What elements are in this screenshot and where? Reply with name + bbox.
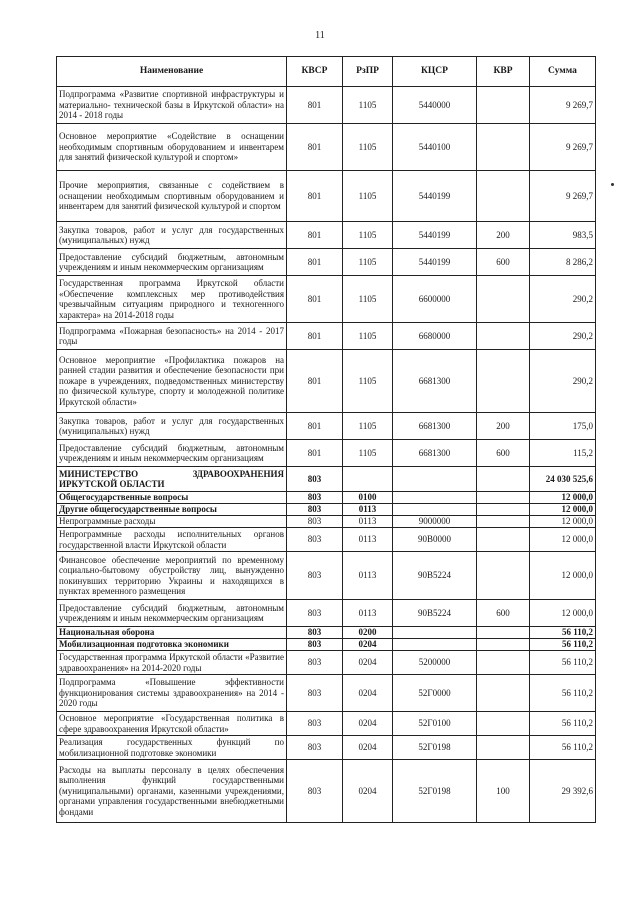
cell-kvr — [477, 528, 530, 552]
cell-rzpr: 0113 — [343, 528, 393, 552]
cell-kvsr: 801 — [287, 276, 343, 323]
cell-kcsr: 90В5224 — [393, 600, 477, 627]
cell-name: Предоставление субсидий бюджетным, автономным учреждениям и иным некоммерческим организациям — [57, 600, 287, 627]
cell-kvr: 200 — [477, 413, 530, 440]
cell-kcsr: 90В0000 — [393, 528, 477, 552]
cell-kcsr: 5440000 — [393, 87, 477, 124]
cell-kcsr: 52Г0198 — [393, 736, 477, 760]
cell-kvsr: 801 — [287, 87, 343, 124]
cell-kcsr — [393, 627, 477, 639]
cell-name: Реализация государственных функций по мобилизационной подготовке экономики — [57, 736, 287, 760]
cell-kvr — [477, 323, 530, 350]
cell-rzpr: 0204 — [343, 651, 393, 675]
cell-rzpr: 0100 — [343, 492, 393, 504]
cell-rzpr: 1105 — [343, 222, 393, 249]
cell-name: Предоставление субсидий бюджетным, автономным учреждениям и иным некоммерческим организациям — [57, 440, 287, 467]
cell-sum: 175,0 — [530, 413, 596, 440]
cell-kvsr: 801 — [287, 171, 343, 222]
cell-kvr — [477, 87, 530, 124]
cell-kcsr: 90В5224 — [393, 552, 477, 600]
cell-kvr — [477, 350, 530, 413]
cell-kvsr: 803 — [287, 528, 343, 552]
scan-artifact-dot — [611, 183, 614, 186]
table-row — [57, 736, 596, 760]
cell-sum: 56 110,2 — [530, 736, 596, 760]
table-row — [57, 651, 596, 675]
table-row — [57, 639, 596, 651]
cell-kvr — [477, 639, 530, 651]
cell-kcsr: 6681300 — [393, 440, 477, 467]
cell-name: Основное мероприятие «Содействие в оснащении необходимым спортивным оборудованием и инвентарем для занятий физической культурой и спортом» — [57, 124, 287, 171]
cell-kvr — [477, 276, 530, 323]
cell-name: Закупка товаров, работ и услуг для государственных (муниципальных) нужд — [57, 413, 287, 440]
table-row — [57, 171, 596, 222]
cell-name: Общегосударственные вопросы — [57, 492, 287, 504]
table-body — [57, 87, 596, 823]
cell-sum: 12 000,0 — [530, 600, 596, 627]
cell-sum: 12 000,0 — [530, 552, 596, 600]
cell-rzpr: 0204 — [343, 760, 393, 823]
table-row — [57, 350, 596, 413]
cell-kcsr: 6680000 — [393, 323, 477, 350]
table-row — [57, 249, 596, 276]
cell-kcsr: 5440100 — [393, 124, 477, 171]
cell-rzpr: 0204 — [343, 639, 393, 651]
table-row — [57, 712, 596, 736]
cell-name: Подпрограмма «Пожарная безопасность» на 2014 - 2017 годы — [57, 323, 287, 350]
cell-kvr — [477, 467, 530, 492]
header-kvsr: КВСР — [287, 57, 343, 87]
cell-kvr: 600 — [477, 249, 530, 276]
cell-kcsr: 5200000 — [393, 651, 477, 675]
cell-kcsr: 9000000 — [393, 516, 477, 528]
cell-kvr — [477, 627, 530, 639]
cell-name: Финансовое обеспечение мероприятий по временному социально-бытовому обустройству лиц, вынужденно покинувших территорию Украины и находящихся в пунктах временного размещения — [57, 552, 287, 600]
cell-name: Предоставление субсидий бюджетным, автономным учреждениям и иным некоммерческим организациям — [57, 249, 287, 276]
cell-sum: 9 269,7 — [530, 124, 596, 171]
cell-kvsr: 801 — [287, 222, 343, 249]
header-rzpr: РзПР — [343, 57, 393, 87]
cell-name: МИНИСТЕРСТВО ЗДРАВООХРАНЕНИЯ ИРКУТСКОЙ ОБЛАСТИ — [57, 467, 287, 492]
cell-sum: 12 000,0 — [530, 528, 596, 552]
cell-kvr — [477, 651, 530, 675]
cell-kvsr: 803 — [287, 639, 343, 651]
header-kvr: КВР — [477, 57, 530, 87]
cell-kcsr: 6600000 — [393, 276, 477, 323]
page-number: 11 — [315, 30, 325, 41]
table-header-row — [57, 57, 596, 87]
cell-sum: 12 000,0 — [530, 504, 596, 516]
cell-kvsr: 803 — [287, 552, 343, 600]
cell-kcsr — [393, 639, 477, 651]
cell-rzpr: 1105 — [343, 440, 393, 467]
cell-sum: 12 000,0 — [530, 492, 596, 504]
cell-sum: 56 110,2 — [530, 651, 596, 675]
cell-rzpr: 1105 — [343, 323, 393, 350]
cell-rzpr: 0204 — [343, 736, 393, 760]
table-row — [57, 87, 596, 124]
cell-sum: 9 269,7 — [530, 171, 596, 222]
cell-kcsr: 52Г0198 — [393, 760, 477, 823]
cell-sum: 56 110,2 — [530, 627, 596, 639]
header-sum: Сумма — [530, 57, 596, 87]
cell-kcsr: 5440199 — [393, 249, 477, 276]
cell-rzpr: 1105 — [343, 171, 393, 222]
cell-rzpr: 1105 — [343, 350, 393, 413]
cell-kcsr: 6681300 — [393, 350, 477, 413]
cell-name: Непрограммные расходы — [57, 516, 287, 528]
cell-kvr: 600 — [477, 600, 530, 627]
cell-sum: 290,2 — [530, 276, 596, 323]
table-row — [57, 222, 596, 249]
cell-kcsr: 52Г0100 — [393, 712, 477, 736]
cell-rzpr: 1105 — [343, 413, 393, 440]
cell-kvsr: 801 — [287, 440, 343, 467]
cell-name: Мобилизационная подготовка экономики — [57, 639, 287, 651]
cell-kvsr: 801 — [287, 350, 343, 413]
cell-sum: 56 110,2 — [530, 712, 596, 736]
cell-kvr — [477, 736, 530, 760]
cell-rzpr — [343, 467, 393, 492]
cell-kvsr: 803 — [287, 492, 343, 504]
cell-kvr — [477, 552, 530, 600]
cell-kvsr: 801 — [287, 124, 343, 171]
cell-kvr: 200 — [477, 222, 530, 249]
table-row — [57, 600, 596, 627]
cell-kvr — [477, 504, 530, 516]
cell-sum: 983,5 — [530, 222, 596, 249]
cell-kvsr: 801 — [287, 249, 343, 276]
cell-sum: 290,2 — [530, 350, 596, 413]
cell-kvsr: 803 — [287, 516, 343, 528]
cell-sum: 24 030 525,6 — [530, 467, 596, 492]
header-name: Наименование — [57, 57, 287, 87]
cell-kvsr: 803 — [287, 600, 343, 627]
cell-kcsr: 5440199 — [393, 222, 477, 249]
cell-sum: 9 269,7 — [530, 87, 596, 124]
table-row — [57, 276, 596, 323]
cell-name: Закупка товаров, работ и услуг для государственных (муниципальных) нужд — [57, 222, 287, 249]
cell-kvr — [477, 516, 530, 528]
cell-kcsr — [393, 504, 477, 516]
cell-sum: 56 110,2 — [530, 639, 596, 651]
cell-kvr: 100 — [477, 760, 530, 823]
cell-kvsr: 803 — [287, 712, 343, 736]
cell-kvr — [477, 712, 530, 736]
table-row — [57, 675, 596, 712]
table-row — [57, 760, 596, 823]
cell-name: Государственная программа Иркутской области «Развитие здравоохранения» на 2014-2020 годы — [57, 651, 287, 675]
cell-name: Другие общегосударственные вопросы — [57, 504, 287, 516]
cell-kvsr: 803 — [287, 736, 343, 760]
cell-kvr: 600 — [477, 440, 530, 467]
cell-kcsr — [393, 467, 477, 492]
cell-kvsr: 803 — [287, 760, 343, 823]
cell-name: Основное мероприятие «Государственная политика в сфере здравоохранения Иркутской области» — [57, 712, 287, 736]
cell-rzpr: 1105 — [343, 124, 393, 171]
cell-kvsr: 803 — [287, 651, 343, 675]
cell-kvsr: 803 — [287, 467, 343, 492]
cell-rzpr: 0113 — [343, 504, 393, 516]
cell-kvsr: 803 — [287, 627, 343, 639]
cell-name: Расходы на выплаты персоналу в целях обеспечения выполнения функций государственными (муниципальными) органами, казенными учреждениями, органами управления государственными внебюджетными фондами — [57, 760, 287, 823]
cell-rzpr: 0113 — [343, 600, 393, 627]
cell-kcsr: 52Г0000 — [393, 675, 477, 712]
header-kcsr: КЦСР — [393, 57, 477, 87]
cell-kvsr: 801 — [287, 323, 343, 350]
cell-name: Национальная оборона — [57, 627, 287, 639]
table-row — [57, 124, 596, 171]
cell-sum: 115,2 — [530, 440, 596, 467]
cell-kcsr: 5440199 — [393, 171, 477, 222]
table-row — [57, 413, 596, 440]
cell-sum: 290,2 — [530, 323, 596, 350]
table-row — [57, 528, 596, 552]
cell-kvsr: 801 — [287, 413, 343, 440]
table-row — [57, 552, 596, 600]
table-row — [57, 492, 596, 504]
cell-sum: 29 392,6 — [530, 760, 596, 823]
budget-table — [56, 56, 596, 823]
cell-kcsr — [393, 492, 477, 504]
table-row — [57, 516, 596, 528]
cell-kcsr: 6681300 — [393, 413, 477, 440]
cell-name: Государственная программа Иркутской области «Обеспечение комплексных мер противодействия чрезвычайным ситуациям природного и техногенного характера» на 2014-2018 годы — [57, 276, 287, 323]
table-row — [57, 440, 596, 467]
cell-rzpr: 1105 — [343, 87, 393, 124]
cell-sum: 12 000,0 — [530, 516, 596, 528]
cell-kvr — [477, 492, 530, 504]
cell-kvsr: 803 — [287, 675, 343, 712]
cell-kvr — [477, 675, 530, 712]
cell-name: Основное мероприятие «Профилактика пожаров на ранней стадии развития и обеспечение безопасности при пожаре в учреждениях, подведомственных министерству по физической культуре, спорту и молодежной политике Иркутской области» — [57, 350, 287, 413]
cell-sum: 8 286,2 — [530, 249, 596, 276]
cell-rzpr: 0204 — [343, 675, 393, 712]
cell-kvr — [477, 171, 530, 222]
cell-sum: 56 110,2 — [530, 675, 596, 712]
cell-rzpr: 1105 — [343, 276, 393, 323]
cell-name: Подпрограмма «Развитие спортивной инфраструктуры и материально- технической базы в Иркутской области» на 2014 - 2018 годы — [57, 87, 287, 124]
table-row — [57, 627, 596, 639]
table-row — [57, 467, 596, 492]
cell-rzpr: 1105 — [343, 249, 393, 276]
cell-rzpr: 0113 — [343, 552, 393, 600]
table-row — [57, 323, 596, 350]
cell-name: Прочие мероприятия, связанные с содействием в оснащении необходимым спортивным оборудованием и инвентарем для занятий физической культурой и спортом — [57, 171, 287, 222]
cell-rzpr: 0113 — [343, 516, 393, 528]
cell-rzpr: 0204 — [343, 712, 393, 736]
cell-kvr — [477, 124, 530, 171]
cell-name: Непрограммные расходы исполнительных органов государственной власти Иркутской области — [57, 528, 287, 552]
cell-rzpr: 0200 — [343, 627, 393, 639]
cell-kvsr: 803 — [287, 504, 343, 516]
cell-name: Подпрограмма «Повышение эффективности функционирования системы здравоохранения» на 2014 - 2020 годы — [57, 675, 287, 712]
table-row — [57, 504, 596, 516]
